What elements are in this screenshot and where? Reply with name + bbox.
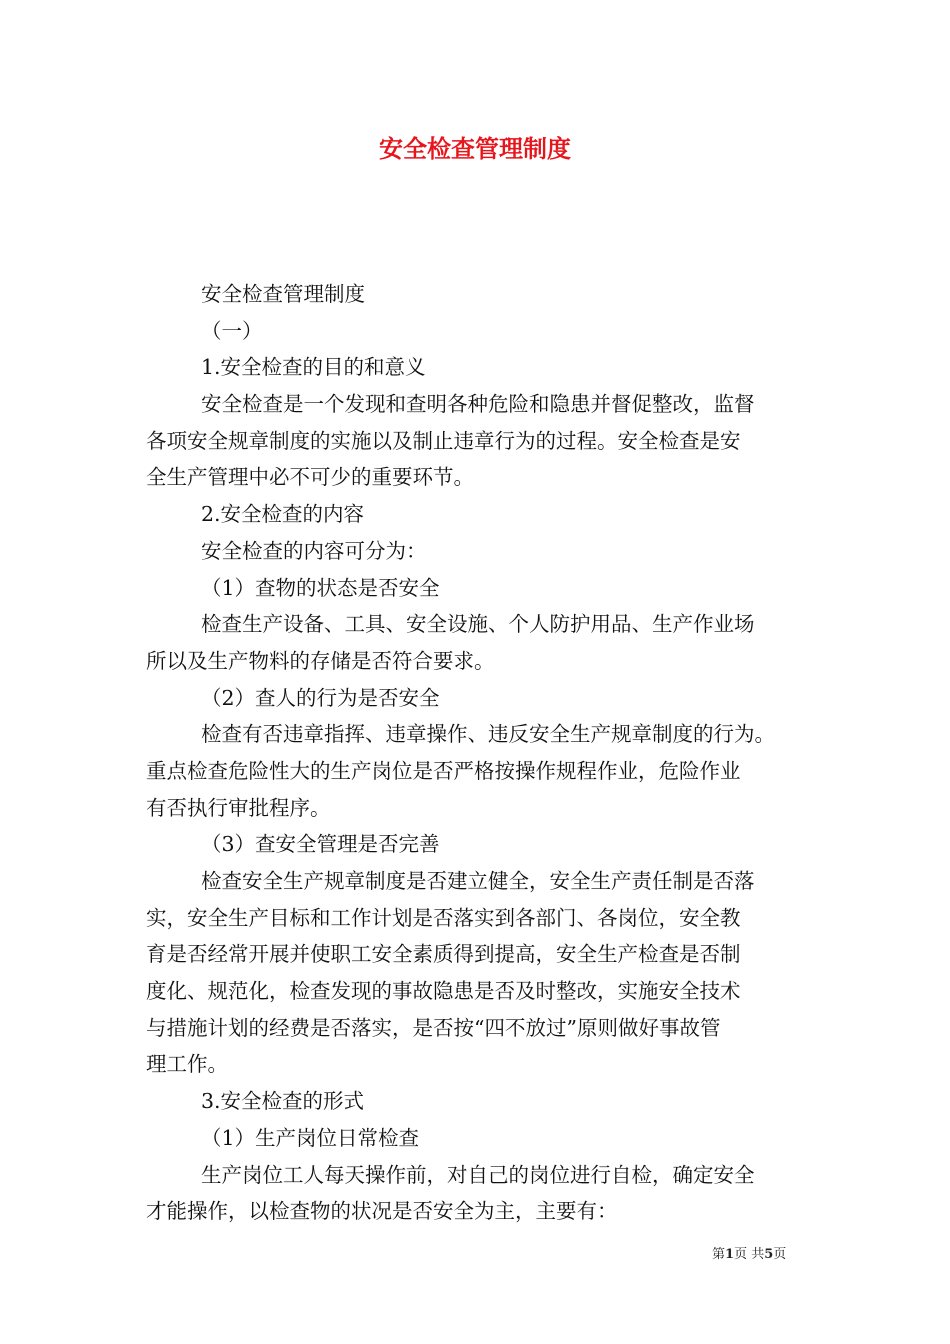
body-line: 检查生产设备、工具、安全设施、个人防护用品、生产作业场 [201,612,755,637]
total-pages-number: 5 [764,1247,774,1262]
body-line: 安全检查是一个发现和查明各种危险和隐患并督促整改，监督 [201,392,755,417]
body-line: 各项安全规章制度的实施以及制止违章行为的过程。安全检查是安 [146,428,741,453]
body-line: 安全检查的内容可分为： [201,538,427,563]
body-line: （1）生产岗位日常检查 [201,1125,420,1150]
body-line: 育是否经常开展并使职工安全素质得到提高，安全生产检查是否制 [146,942,741,967]
body-line: 安全检查管理制度 [201,282,365,306]
body-line: 2.安全检查的内容 [201,502,365,527]
body-line: 生产岗位工人每天操作前，对自己的岗位进行自检，确定安全 [201,1162,755,1187]
document-title: 安全检查管理制度 [379,135,571,163]
current-page-number: 1 [725,1247,735,1262]
body-line: 检查安全生产规章制度是否建立健全，安全生产责任制是否落 [201,869,755,893]
body-line: 1.安全检查的目的和意义 [201,355,426,380]
body-line: 理工作。 [146,1052,228,1077]
body-line: 所以及生产物料的存储是否符合要求。 [146,648,495,673]
footer-prefix: 第 [712,1247,726,1262]
body-line: 全生产管理中必不可少的重要环节。 [146,465,474,490]
body-line: 与措施计划的经费是否落实，是否按“四不放过”原则做好事故管 [146,1015,721,1040]
body-line: 3.安全检查的形式 [201,1089,365,1114]
body-line: 重点检查危险性大的生产岗位是否严格按操作规程作业，危险作业 [146,758,741,783]
body-line: 才能操作，以检查物的状况是否安全为主，主要有： [146,1199,618,1224]
body-line: 检查有否违章指挥、违章操作、违反安全生产规章制度的行为。 [201,722,775,747]
body-line: （3）查安全管理是否完善 [201,832,440,857]
body-line: （2）查人的行为是否安全 [201,685,440,710]
document-body [146,276,810,1230]
footer-suffix: 页 [773,1247,787,1262]
body-line: 实，安全生产目标和工作计划是否落实到各部门、各岗位，安全教 [146,905,741,930]
footer-middle: 页 共 [734,1247,765,1262]
body-line: 有否执行审批程序。 [146,795,331,820]
page-footer [712,1246,786,1264]
body-line: 度化、规范化，检查发现的事故隐患是否及时整改，实施安全技术 [146,979,741,1004]
body-line: （1）查物的状态是否安全 [201,575,440,600]
body-line: （一） [201,318,263,343]
